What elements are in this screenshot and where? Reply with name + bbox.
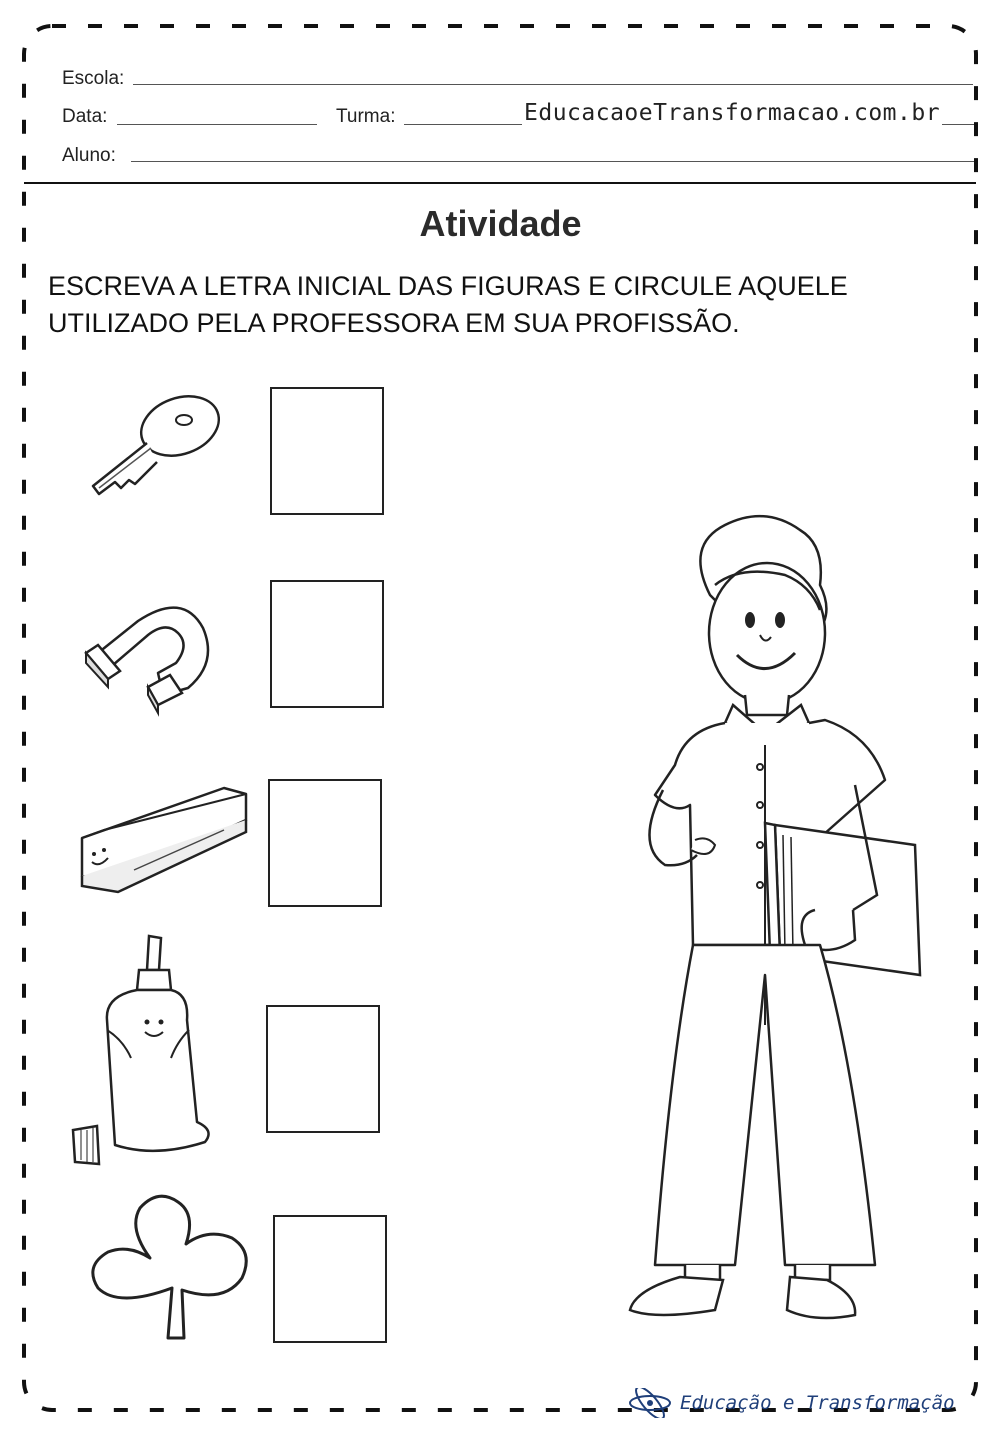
magnet-icon — [78, 583, 228, 718]
website-url: EducacaoeTransformacao.com.br — [524, 100, 941, 126]
school-line[interactable] — [133, 84, 973, 85]
class-label: Turma: — [336, 106, 396, 127]
glue-tube-icon — [65, 930, 235, 1170]
page-title: Atividade — [419, 203, 582, 244]
teacher-illustration — [615, 505, 935, 1325]
footer-brand — [628, 1387, 955, 1419]
atom-logo-icon — [628, 1388, 672, 1418]
stapler-icon — [74, 780, 254, 900]
answer-box-2[interactable] — [270, 580, 384, 708]
answer-box-4[interactable] — [266, 1005, 380, 1133]
date-label: Data: — [62, 106, 108, 127]
answer-box-3[interactable] — [268, 779, 382, 907]
instruction-line-2: UTILIZADO PELA PROFESSORA EM SUA PROFISSÃO. — [48, 308, 740, 338]
shamrock-icon — [88, 1188, 256, 1343]
student-label: Aluno: — [62, 145, 116, 166]
instruction-text — [48, 268, 968, 342]
instruction-line-1: ESCREVA A LETRA INICIAL DAS FIGURAS E CIRCULE AQUELE — [48, 271, 848, 301]
answer-box-5[interactable] — [273, 1215, 387, 1343]
key-icon — [85, 388, 225, 500]
student-line[interactable] — [131, 161, 974, 162]
answer-box-1[interactable] — [270, 387, 384, 515]
school-label: Escola: — [62, 68, 125, 89]
date-line[interactable] — [117, 124, 317, 125]
footer-brand-text: Educação e Transformação — [680, 1392, 955, 1414]
